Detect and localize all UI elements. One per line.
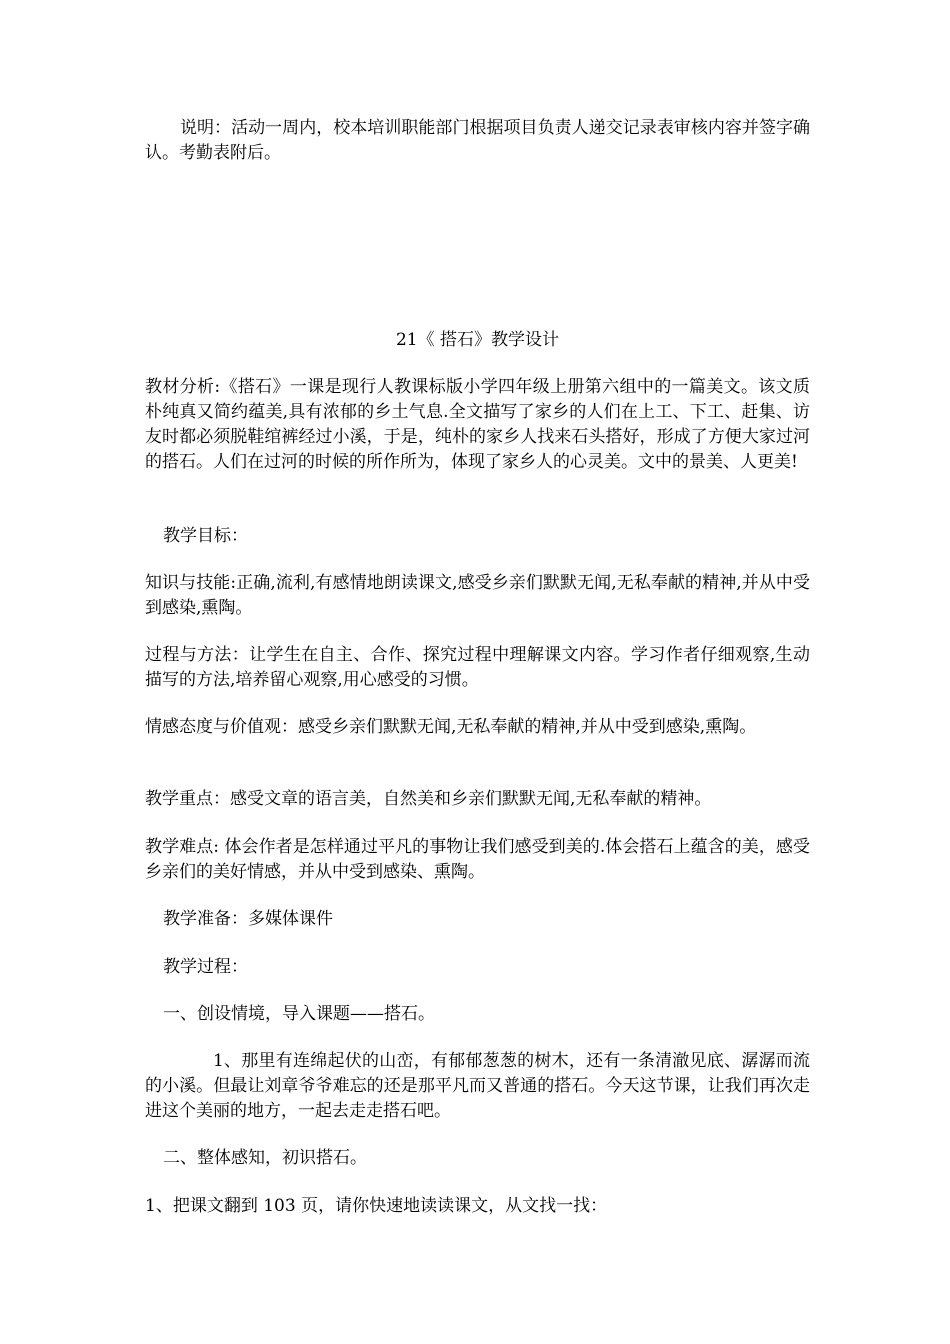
section-1-item-1-paragraph: 1、那里有连绵起伏的山峦，有郁郁葱葱的树木，还有一条清澈见底、潺潺而流的小溪。但最让刘章爷爷难忘的还是那平凡而又普通的搭石。今天这节课，让我们再次走进这个美丽的地方，一起去走走搭石吧。 <box>145 1051 810 1121</box>
section-1-heading: 一、创设情境，导入课题——搭石。 <box>163 1004 435 1024</box>
difficulty-paragraph: 教学难点: 体会作者是怎样通过平凡的事物让我们感受到美的.体会搭石上蕴含的美，感受乡亲们的美好情感，并从中受到感染、熏陶。 <box>145 837 810 882</box>
goals-heading: 教学目标： <box>163 526 248 546</box>
section-2-item-1-paragraph: 1、把课文翻到 103 页，请你快速地读读课文，从文找一找： <box>145 1196 608 1216</box>
note-paragraph: 说明：活动一周内，校本培训职能部门根据项目负责人递交记录表审核内容并签字确认。考勤表附后。 <box>145 118 810 163</box>
goal-process-paragraph: 过程与方法：让学生在自主、合作、探究过程中理解课文内容。学习作者仔细观察,生动描写的方法,培养留心观察,用心感受的习惯。 <box>145 645 810 690</box>
preparation-line: 教学准备：多媒体课件 <box>163 909 333 929</box>
document-title: 21《 搭石》教学设计 <box>395 330 560 350</box>
goal-emotion-paragraph: 情感态度与价值观：感受乡亲们默默无闻,无私奉献的精神,并从中受到感染,熏陶。 <box>145 717 757 737</box>
key-point-paragraph: 教学重点：感受文章的语言美，自然美和乡亲们默默无闻,无私奉献的精神。 <box>145 789 712 809</box>
analysis-paragraph: 教材分析:《搭石》一课是现行人教课标版小学四年级上册第六组中的一篇美文。该文质朴纯真又简约蕴美,具有浓郁的乡土气息.全文描写了家乡的人们在上工、下工、赶集、访友时都必须脱鞋绾裤经过小溪，于是，纯朴的家乡人找来石头搭好，形成了方便大家过河的搭石。人们在过河的时候的所作所为，体现了家乡人的心灵美。文中的景美、人更美! <box>145 377 810 472</box>
section-2-heading: 二、整体感知，初识搭石。 <box>163 1148 367 1168</box>
goal-knowledge-paragraph: 知识与技能:正确,流利,有感情地朗读课文,感受乡亲们默默无闻,无私奉献的精神,并从中受到感染,熏陶。 <box>145 573 810 618</box>
process-heading: 教学过程： <box>163 957 248 977</box>
